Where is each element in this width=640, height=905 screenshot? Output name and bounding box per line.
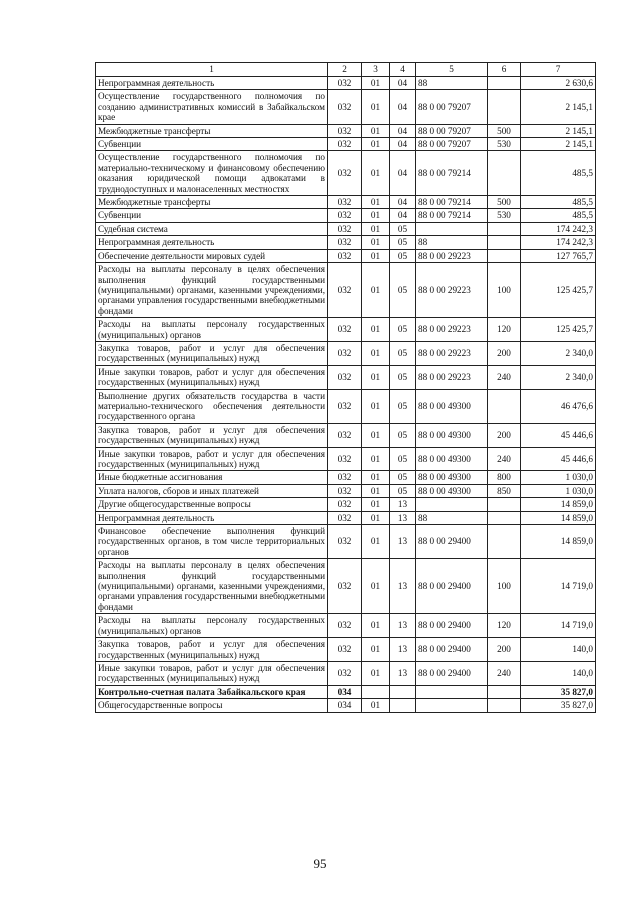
- target-article-cell: [416, 699, 488, 712]
- ministry-code-cell: 032: [328, 614, 362, 638]
- subsection-code-cell: 13: [390, 661, 416, 685]
- row-name-cell: Субвенции: [96, 209, 328, 222]
- amount-cell: 2 145,1: [521, 138, 596, 151]
- subsection-code-cell: 13: [390, 638, 416, 662]
- target-article-cell: 88 0 00 29400: [416, 661, 488, 685]
- expense-type-cell: 500: [488, 196, 521, 209]
- row-name-cell: Иные закупки товаров, работ и услуг для обеспечения государственных (муниципальных) нужд: [96, 365, 328, 389]
- expense-type-cell: 240: [488, 365, 521, 389]
- subsection-code-cell: 05: [390, 263, 416, 318]
- amount-cell: 140,0: [521, 638, 596, 662]
- expense-type-cell: 500: [488, 124, 521, 137]
- ministry-code-cell: 032: [328, 511, 362, 524]
- row-name-cell: Расходы на выплаты персоналу в целях обеспечения выполнения функций государственными (муниципальными) органами, казенными учреждениями, органами управления государственными внебюджетными фондами: [96, 559, 328, 614]
- section-code-cell: 01: [362, 699, 390, 712]
- header-cell: 6: [488, 63, 521, 77]
- subsection-code-cell: 13: [390, 614, 416, 638]
- subsection-code-cell: 13: [390, 559, 416, 614]
- table-row: [96, 447, 596, 471]
- amount-cell: 125 425,7: [521, 263, 596, 318]
- amount-cell: 125 425,7: [521, 318, 596, 342]
- row-name-cell: Общегосударственные вопросы: [96, 699, 328, 712]
- expense-type-cell: [488, 498, 521, 511]
- table-row: [96, 341, 596, 365]
- expense-type-cell: [488, 699, 521, 712]
- target-article-cell: 88 0 00 29223: [416, 365, 488, 389]
- table-row: [96, 318, 596, 342]
- row-name-cell: Другие общегосударственные вопросы: [96, 498, 328, 511]
- expense-type-cell: [488, 389, 521, 423]
- row-name-cell: Закупка товаров, работ и услуг для обеспечения государственных (муниципальных) нужд: [96, 423, 328, 447]
- row-name-cell: Расходы на выплаты персоналу в целях обеспечения выполнения функций государственными (муниципальными) органами, казенными учреждениями, органами управления государственными внебюджетными фондами: [96, 263, 328, 318]
- table-row: [96, 236, 596, 249]
- ministry-code-cell: 032: [328, 77, 362, 90]
- row-name-cell: Контрольно-счетная палата Забайкальского края: [96, 685, 328, 698]
- expense-type-cell: 200: [488, 638, 521, 662]
- table-row: [96, 484, 596, 497]
- amount-cell: 174 242,3: [521, 222, 596, 235]
- amount-cell: 485,5: [521, 209, 596, 222]
- target-article-cell: 88 0 00 79207: [416, 138, 488, 151]
- ministry-code-cell: 032: [328, 236, 362, 249]
- row-name-cell: Межбюджетные трансферты: [96, 124, 328, 137]
- target-article-cell: 88 0 00 29223: [416, 263, 488, 318]
- table-row: [96, 249, 596, 262]
- row-name-cell: Закупка товаров, работ и услуг для обеспечения государственных (муниципальных) нужд: [96, 341, 328, 365]
- ministry-code-cell: 034: [328, 699, 362, 712]
- ministry-code-cell: 032: [328, 389, 362, 423]
- expense-type-cell: 850: [488, 484, 521, 497]
- subsection-code-cell: 04: [390, 209, 416, 222]
- row-name-cell: Выполнение других обязательств государства в части материально-технического обеспечения деятельности государственного органа: [96, 389, 328, 423]
- section-code-cell: 01: [362, 236, 390, 249]
- section-code-cell: 01: [362, 151, 390, 196]
- subsection-code-cell: 13: [390, 511, 416, 524]
- amount-cell: 14 859,0: [521, 511, 596, 524]
- section-code-cell: 01: [362, 124, 390, 137]
- ministry-code-cell: 032: [328, 559, 362, 614]
- table-row: [96, 685, 596, 698]
- table-row: [96, 614, 596, 638]
- header-cell: 3: [362, 63, 390, 77]
- ministry-code-cell: 032: [328, 341, 362, 365]
- amount-cell: 1 030,0: [521, 484, 596, 497]
- section-code-cell: 01: [362, 471, 390, 484]
- amount-cell: 14 859,0: [521, 498, 596, 511]
- target-article-cell: 88 0 00 79214: [416, 151, 488, 196]
- expense-type-cell: 100: [488, 559, 521, 614]
- expense-type-cell: [488, 685, 521, 698]
- section-code-cell: 01: [362, 341, 390, 365]
- header-cell: 4: [390, 63, 416, 77]
- amount-cell: 140,0: [521, 661, 596, 685]
- expense-type-cell: 530: [488, 209, 521, 222]
- row-name-cell: Иные закупки товаров, работ и услуг для обеспечения государственных (муниципальных) нужд: [96, 447, 328, 471]
- table-row: [96, 209, 596, 222]
- section-code-cell: 01: [362, 90, 390, 124]
- subsection-code-cell: [390, 699, 416, 712]
- row-name-cell: Непрограммная деятельность: [96, 236, 328, 249]
- expense-type-cell: [488, 222, 521, 235]
- section-code-cell: 01: [362, 209, 390, 222]
- subsection-code-cell: 04: [390, 124, 416, 137]
- target-article-cell: 88 0 00 79207: [416, 124, 488, 137]
- subsection-code-cell: 05: [390, 484, 416, 497]
- subsection-code-cell: 05: [390, 318, 416, 342]
- row-name-cell: Осуществление государственного полномочия по материально-техническому и финансовому обеспечению оказания юридической помощи адвокатами в труднодоступных и малонаселенных местностях: [96, 151, 328, 196]
- expense-type-cell: 120: [488, 614, 521, 638]
- ministry-code-cell: 032: [328, 196, 362, 209]
- table-row: [96, 498, 596, 511]
- expense-type-cell: 120: [488, 318, 521, 342]
- ministry-code-cell: 032: [328, 661, 362, 685]
- row-name-cell: Расходы на выплаты персоналу государственных (муниципальных) органов: [96, 614, 328, 638]
- target-article-cell: 88 0 00 29400: [416, 638, 488, 662]
- row-name-cell: Расходы на выплаты персоналу государственных (муниципальных) органов: [96, 318, 328, 342]
- section-code-cell: 01: [362, 559, 390, 614]
- expense-type-cell: [488, 511, 521, 524]
- row-name-cell: Непрограммная деятельность: [96, 77, 328, 90]
- table-row: [96, 699, 596, 712]
- subsection-code-cell: 04: [390, 90, 416, 124]
- section-code-cell: 01: [362, 365, 390, 389]
- section-code-cell: 01: [362, 77, 390, 90]
- amount-cell: 46 476,6: [521, 389, 596, 423]
- amount-cell: 14 719,0: [521, 614, 596, 638]
- expense-type-cell: [488, 525, 521, 559]
- table-row: [96, 638, 596, 662]
- amount-cell: 2 340,0: [521, 365, 596, 389]
- table-row: [96, 138, 596, 151]
- table-row: [96, 90, 596, 124]
- amount-cell: 45 446,6: [521, 423, 596, 447]
- amount-cell: 35 827,0: [521, 685, 596, 698]
- table-row: [96, 511, 596, 524]
- row-name-cell: Обеспечение деятельности мировых судей: [96, 249, 328, 262]
- amount-cell: 2 340,0: [521, 341, 596, 365]
- section-code-cell: 01: [362, 638, 390, 662]
- expense-type-cell: 800: [488, 471, 521, 484]
- section-code-cell: 01: [362, 263, 390, 318]
- expense-type-cell: [488, 249, 521, 262]
- target-article-cell: [416, 685, 488, 698]
- target-article-cell: 88: [416, 236, 488, 249]
- table-row: [96, 77, 596, 90]
- section-code-cell: [362, 685, 390, 698]
- target-article-cell: 88: [416, 77, 488, 90]
- row-name-cell: Субвенции: [96, 138, 328, 151]
- subsection-code-cell: [390, 685, 416, 698]
- expense-type-cell: [488, 77, 521, 90]
- row-name-cell: Иные бюджетные ассигнования: [96, 471, 328, 484]
- table-row: [96, 389, 596, 423]
- target-article-cell: 88 0 00 29400: [416, 614, 488, 638]
- table-row: [96, 525, 596, 559]
- amount-cell: 45 446,6: [521, 447, 596, 471]
- ministry-code-cell: 032: [328, 249, 362, 262]
- subsection-code-cell: 04: [390, 138, 416, 151]
- amount-cell: 485,5: [521, 196, 596, 209]
- amount-cell: 35 827,0: [521, 699, 596, 712]
- row-name-cell: Межбюджетные трансферты: [96, 196, 328, 209]
- ministry-code-cell: 032: [328, 222, 362, 235]
- section-code-cell: 01: [362, 423, 390, 447]
- table-row: [96, 559, 596, 614]
- ministry-code-cell: 032: [328, 124, 362, 137]
- section-code-cell: 01: [362, 484, 390, 497]
- subsection-code-cell: 05: [390, 389, 416, 423]
- row-name-cell: Непрограммная деятельность: [96, 511, 328, 524]
- expense-type-cell: 240: [488, 661, 521, 685]
- table-row: [96, 222, 596, 235]
- section-code-cell: 01: [362, 447, 390, 471]
- target-article-cell: 88 0 00 79214: [416, 209, 488, 222]
- section-code-cell: 01: [362, 138, 390, 151]
- amount-cell: 14 859,0: [521, 525, 596, 559]
- ministry-code-cell: 032: [328, 498, 362, 511]
- target-article-cell: [416, 222, 488, 235]
- subsection-code-cell: 04: [390, 77, 416, 90]
- amount-cell: 1 030,0: [521, 471, 596, 484]
- row-name-cell: Финансовое обеспечение выполнения функций государственных органов, в том числе территориальных органов: [96, 525, 328, 559]
- target-article-cell: 88 0 00 79214: [416, 196, 488, 209]
- row-name-cell: Осуществление государственного полномочия по созданию административных комиссий в Забайкальском крае: [96, 90, 328, 124]
- ministry-code-cell: 032: [328, 525, 362, 559]
- target-article-cell: 88 0 00 49300: [416, 423, 488, 447]
- section-code-cell: 01: [362, 661, 390, 685]
- subsection-code-cell: 05: [390, 236, 416, 249]
- table-row: [96, 263, 596, 318]
- subsection-code-cell: 05: [390, 341, 416, 365]
- subsection-code-cell: 05: [390, 365, 416, 389]
- target-article-cell: 88 0 00 49300: [416, 471, 488, 484]
- ministry-code-cell: 034: [328, 685, 362, 698]
- target-article-cell: 88 0 00 29400: [416, 525, 488, 559]
- target-article-cell: 88 0 00 49300: [416, 484, 488, 497]
- target-article-cell: 88 0 00 29223: [416, 249, 488, 262]
- target-article-cell: 88 0 00 29223: [416, 318, 488, 342]
- table-row: [96, 365, 596, 389]
- ministry-code-cell: 032: [328, 318, 362, 342]
- subsection-code-cell: 05: [390, 249, 416, 262]
- amount-cell: 174 242,3: [521, 236, 596, 249]
- target-article-cell: [416, 498, 488, 511]
- expense-type-cell: 100: [488, 263, 521, 318]
- header-cell: 1: [96, 63, 328, 77]
- expense-type-cell: [488, 236, 521, 249]
- table-row: [96, 661, 596, 685]
- amount-cell: 2 630,6: [521, 77, 596, 90]
- section-code-cell: 01: [362, 196, 390, 209]
- ministry-code-cell: 032: [328, 484, 362, 497]
- section-code-cell: 01: [362, 525, 390, 559]
- table-body: [96, 63, 596, 713]
- amount-cell: 485,5: [521, 151, 596, 196]
- row-name-cell: Уплата налогов, сборов и иных платежей: [96, 484, 328, 497]
- table-row: [96, 196, 596, 209]
- target-article-cell: 88 0 00 29223: [416, 341, 488, 365]
- expense-type-cell: 200: [488, 341, 521, 365]
- ministry-code-cell: 032: [328, 365, 362, 389]
- subsection-code-cell: 05: [390, 423, 416, 447]
- ministry-code-cell: 032: [328, 471, 362, 484]
- section-code-cell: 01: [362, 389, 390, 423]
- target-article-cell: 88 0 00 29400: [416, 559, 488, 614]
- section-code-cell: 01: [362, 498, 390, 511]
- target-article-cell: 88 0 00 79207: [416, 90, 488, 124]
- subsection-code-cell: 05: [390, 447, 416, 471]
- expense-type-cell: 530: [488, 138, 521, 151]
- table-row: [96, 471, 596, 484]
- subsection-code-cell: 13: [390, 498, 416, 511]
- subsection-code-cell: 05: [390, 222, 416, 235]
- expense-type-cell: [488, 151, 521, 196]
- table-row: [96, 423, 596, 447]
- amount-cell: 2 145,1: [521, 124, 596, 137]
- subsection-code-cell: 13: [390, 525, 416, 559]
- subsection-code-cell: 04: [390, 196, 416, 209]
- row-name-cell: Судебная система: [96, 222, 328, 235]
- target-article-cell: 88: [416, 511, 488, 524]
- expense-type-cell: [488, 90, 521, 124]
- header-cell: 2: [328, 63, 362, 77]
- table-row: [96, 124, 596, 137]
- header-cell: 7: [521, 63, 596, 77]
- ministry-code-cell: 032: [328, 423, 362, 447]
- page-number: 95: [313, 856, 327, 871]
- amount-cell: 2 145,1: [521, 90, 596, 124]
- amount-cell: 14 719,0: [521, 559, 596, 614]
- section-code-cell: 01: [362, 249, 390, 262]
- section-code-cell: 01: [362, 511, 390, 524]
- target-article-cell: 88 0 00 49300: [416, 447, 488, 471]
- section-code-cell: 01: [362, 614, 390, 638]
- ministry-code-cell: 032: [328, 638, 362, 662]
- table-row: [96, 151, 596, 196]
- ministry-code-cell: 032: [328, 151, 362, 196]
- amount-cell: 127 765,7: [521, 249, 596, 262]
- target-article-cell: 88 0 00 49300: [416, 389, 488, 423]
- header-cell: 5: [416, 63, 488, 77]
- ministry-code-cell: 032: [328, 138, 362, 151]
- budget-table: [95, 62, 596, 713]
- ministry-code-cell: 032: [328, 209, 362, 222]
- row-name-cell: Закупка товаров, работ и услуг для обеспечения государственных (муниципальных) нужд: [96, 638, 328, 662]
- expense-type-cell: 240: [488, 447, 521, 471]
- ministry-code-cell: 032: [328, 90, 362, 124]
- subsection-code-cell: 04: [390, 151, 416, 196]
- row-name-cell: Иные закупки товаров, работ и услуг для обеспечения государственных (муниципальных) нужд: [96, 661, 328, 685]
- ministry-code-cell: 032: [328, 447, 362, 471]
- expense-type-cell: 200: [488, 423, 521, 447]
- section-code-cell: 01: [362, 318, 390, 342]
- section-code-cell: 01: [362, 222, 390, 235]
- ministry-code-cell: 032: [328, 263, 362, 318]
- header-row: [96, 63, 596, 77]
- subsection-code-cell: 05: [390, 471, 416, 484]
